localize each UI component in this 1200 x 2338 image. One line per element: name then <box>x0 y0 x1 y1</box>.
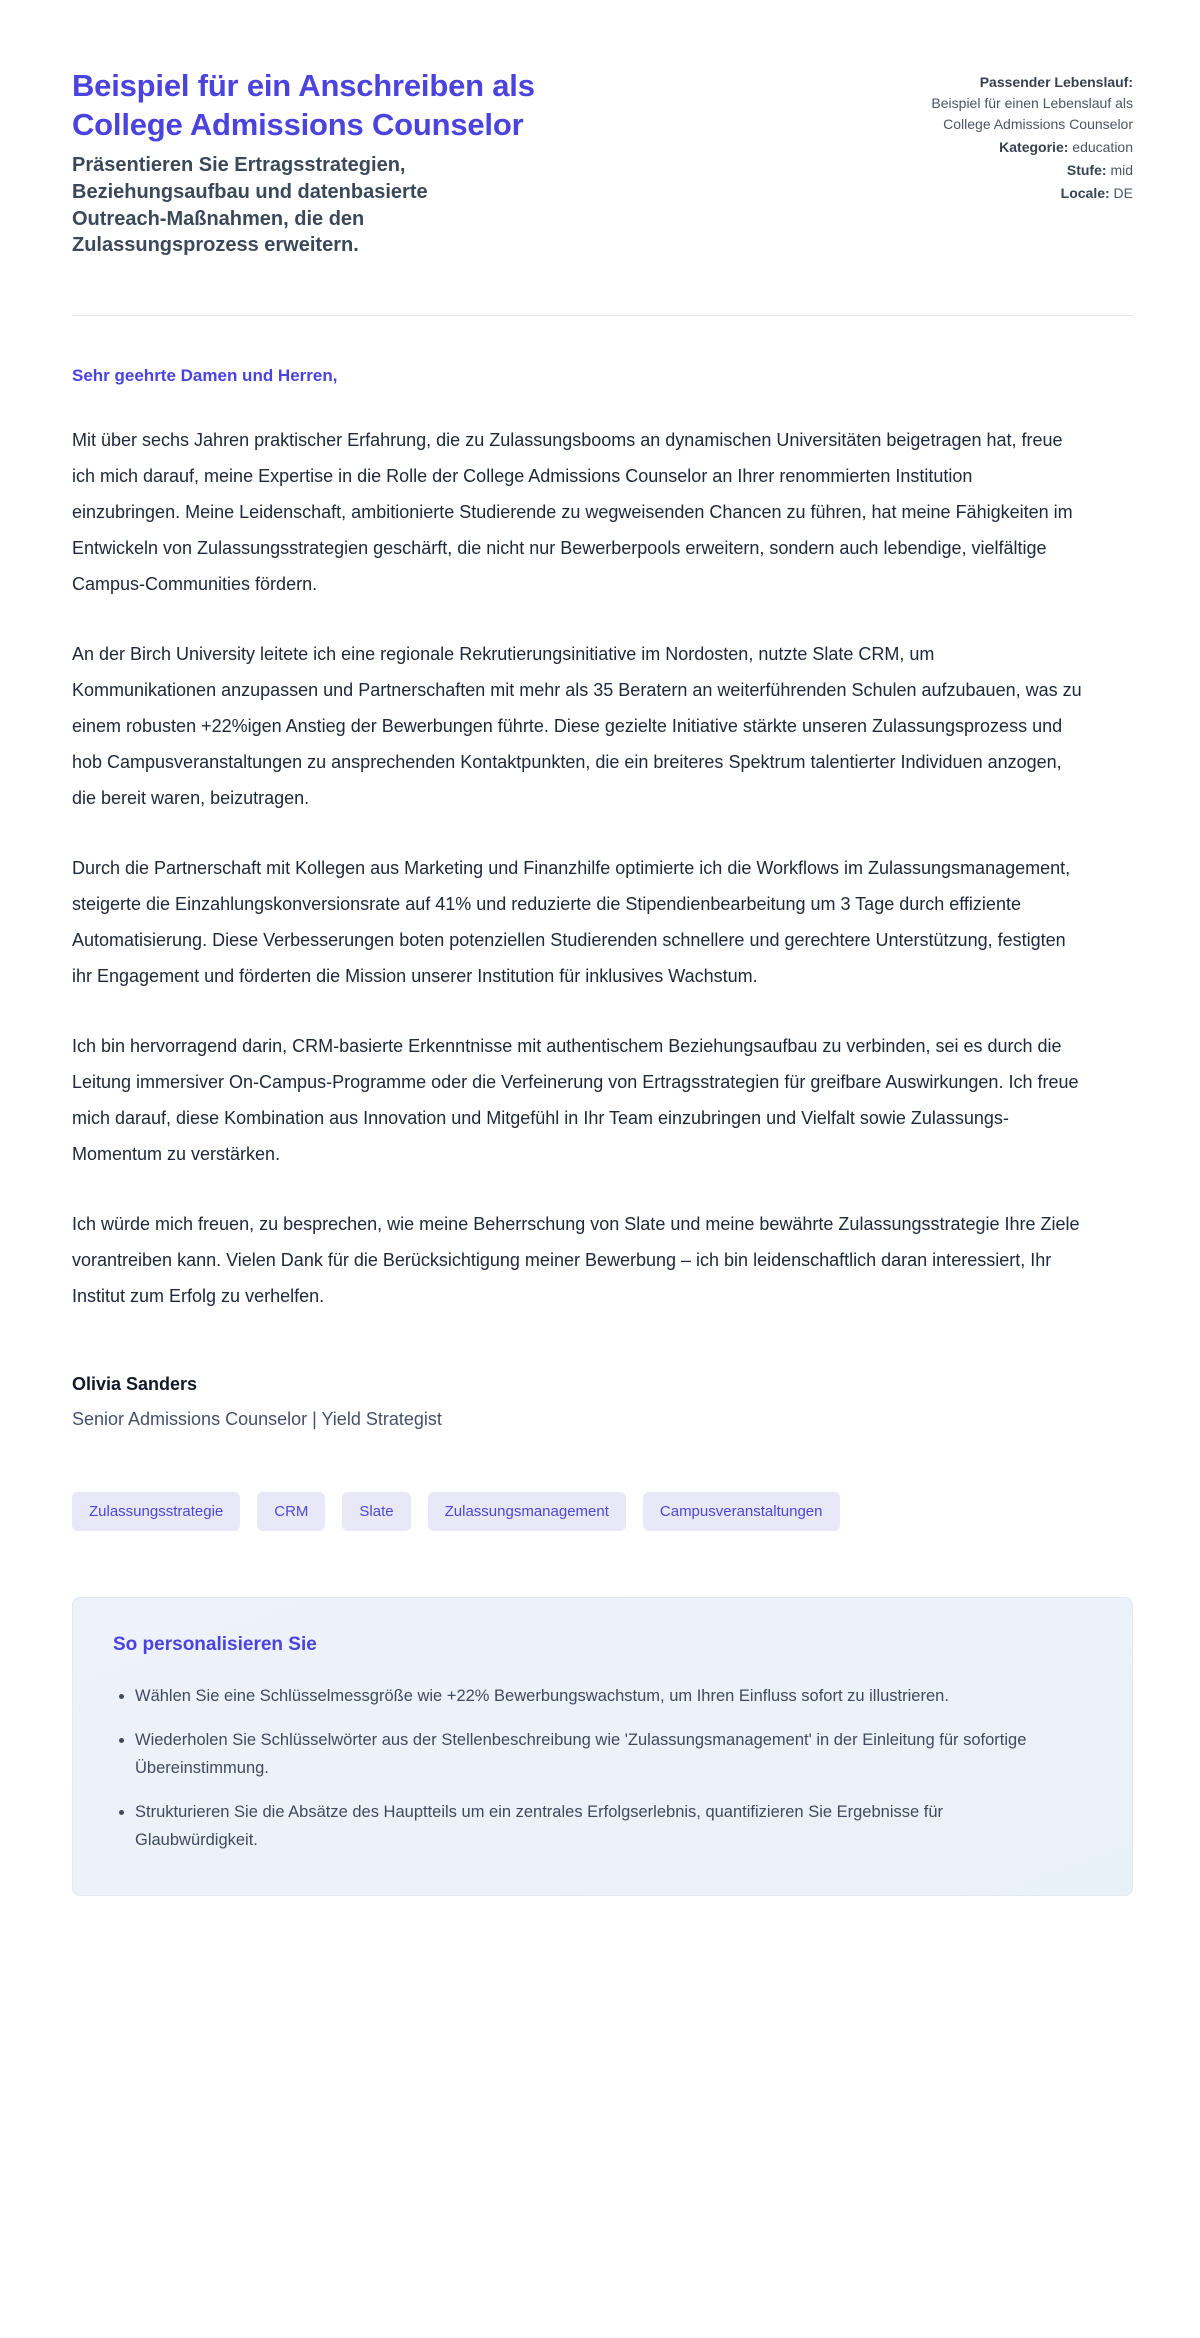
tag-zulassungsstrategie[interactable]: Zulassungsstrategie <box>72 1492 240 1531</box>
letter-paragraph: An der Birch University leitete ich eine regionale Rekrutierungsinitiative im Nordosten, nutzte Slate CRM, um Kommunikationen anzupassen und Partnerschaften mit mehr als 35 Beratern an weiterführenden Schulen aufzubauen, was zu einem robusten +22%igen Anstieg der Bewerbungen führte. Diese gezielte Initiative stärkte unseren Zulassungsprozess und hob Campusveranstaltungen zu ansprechenden Kontaktpunkten, die ein breiteres Spektrum talentierter Individuen anzogen, die bereit waren, beizutragen. <box>72 644 1082 809</box>
tip-item: • Wählen Sie eine Schlüsselmessgröße wie +22% Bewerbungswachstum, um Ihren Einfluss sofort zu illustrieren. <box>135 1682 1055 1710</box>
meta-category <box>923 137 1133 158</box>
tips-list <box>113 1682 1092 1854</box>
letter-paragraph: Mit über sechs Jahren praktischer Erfahrung, die zu Zulassungsbooms an dynamischen Universitäten beigetragen hat, freue ich mich darauf, meine Expertise in die Rolle der College Admissions Counselor an Ihrer renommierten Institution einzubringen. Meine Leidenschaft, ambitionierte Studierende zu wegweisenden Chancen zu führen, hat meine Fähigkeiten im Entwickeln von Zulassungsstrategien geschärft, die nicht nur Bewerberpools erweitern, sondern auch lebendige, vielfältige Campus-Communities fördern. <box>72 430 1073 595</box>
tag-zulassungsmanagement[interactable]: Zulassungsmanagement <box>428 1492 626 1531</box>
personalization-tips-box <box>72 1597 1133 1895</box>
letter-greeting: Sehr geehrte Damen und Herren, <box>72 366 338 386</box>
meta-matching-resume <box>923 72 1133 135</box>
signature-name: Olivia Sanders <box>72 1374 198 1395</box>
letter-paragraph: Ich bin hervorragend darin, CRM-basierte Erkenntnisse mit authentischem Beziehungsaufbau zu verbinden, sei es durch die Leitung immersiver On-Campus-Programme oder die Verfeinerung von Ertragsstrategien für greifbare Auswirkungen. Ich freue mich darauf, diese Kombination aus Innovation und Mitgefühl in Ihr Team einzubringen und Vielfalt sowie Zulassungs-Momentum zu verstärken. <box>72 1036 1079 1165</box>
letter-paragraph: Ich würde mich freuen, zu besprechen, wie meine Beherrschung von Slate und meine bewährte Zulassungsstrategie Ihre Ziele vorantreiben kann. Vielen Dank für die Berücksichtigung meiner Bewerbung – ich bin leidenschaftlich daran interessiert, Ihr Institut zum Erfolg zu verhelfen. <box>72 1214 1080 1307</box>
header-title-block <box>72 66 542 259</box>
tag-campusveranstaltungen[interactable]: Campusveranstaltungen <box>643 1492 840 1531</box>
meta-panel <box>923 66 1133 204</box>
meta-level-label: Stufe: <box>1066 162 1111 178</box>
page-subtitle: Präsentieren Sie Ertragsstrategien, Beziehungsaufbau und datenbasierte Outreach-Maßnahmen, die den Zulassungsprozess erweitern. <box>72 154 428 257</box>
tips-heading: So personalisieren Sie <box>113 1634 317 1656</box>
letter-paragraph: Durch die Partnerschaft mit Kollegen aus Marketing und Finanzhilfe optimierte ich die Workflows im Zulassungsmanagement, steigerte die Einzahlungskonversionsrate auf 41% und reduzierte die Stipendienbearbeitung um 3 Tage durch effiziente Automatisierung. Diese Verbesserungen boten potenziellen Studierenden schnellere und gerechtere Unterstützung, festigten ihr Engagement und förderten die Mission unserer Institution für inklusives Wachstum. <box>72 858 1071 987</box>
meta-locale <box>923 183 1133 204</box>
letter-section <box>72 366 1133 1430</box>
tip-item: • Strukturieren Sie die Absätze des Hauptteils um ein zentrales Erfolgserlebnis, quantifizieren Sie Ergebnisse für Glaubwürdigkeit. <box>135 1798 1055 1854</box>
signature-block <box>72 1374 1133 1430</box>
meta-category-label: Kategorie: <box>999 139 1073 155</box>
tag-slate[interactable]: Slate <box>342 1492 410 1531</box>
meta-category-value: education <box>1072 139 1133 155</box>
tip-item: • Wiederholen Sie Schlüsselwörter aus der Stellenbeschreibung wie 'Zulassungsmanagement' in der Einleitung für sofortige Übereinstimmung. <box>135 1726 1055 1782</box>
meta-locale-value: DE <box>1113 185 1133 201</box>
letter-body <box>72 422 1082 1314</box>
header-divider <box>72 315 1133 316</box>
meta-level <box>923 160 1133 181</box>
page-header <box>72 66 1133 259</box>
meta-matching-resume-value: Beispiel für einen Lebenslauf als College Admissions Counselor <box>931 95 1133 132</box>
meta-locale-label: Locale: <box>1060 185 1114 201</box>
signature-role: Senior Admissions Counselor | Yield Strategist <box>72 1409 442 1430</box>
meta-matching-resume-label: Passender Lebenslauf: <box>979 74 1133 90</box>
meta-level-value: mid <box>1110 162 1133 178</box>
page-title: Beispiel für ein Anschreiben als College Admissions Counselor <box>72 68 535 143</box>
tag-crm[interactable]: CRM <box>257 1492 325 1531</box>
keyword-tags <box>72 1492 1133 1531</box>
